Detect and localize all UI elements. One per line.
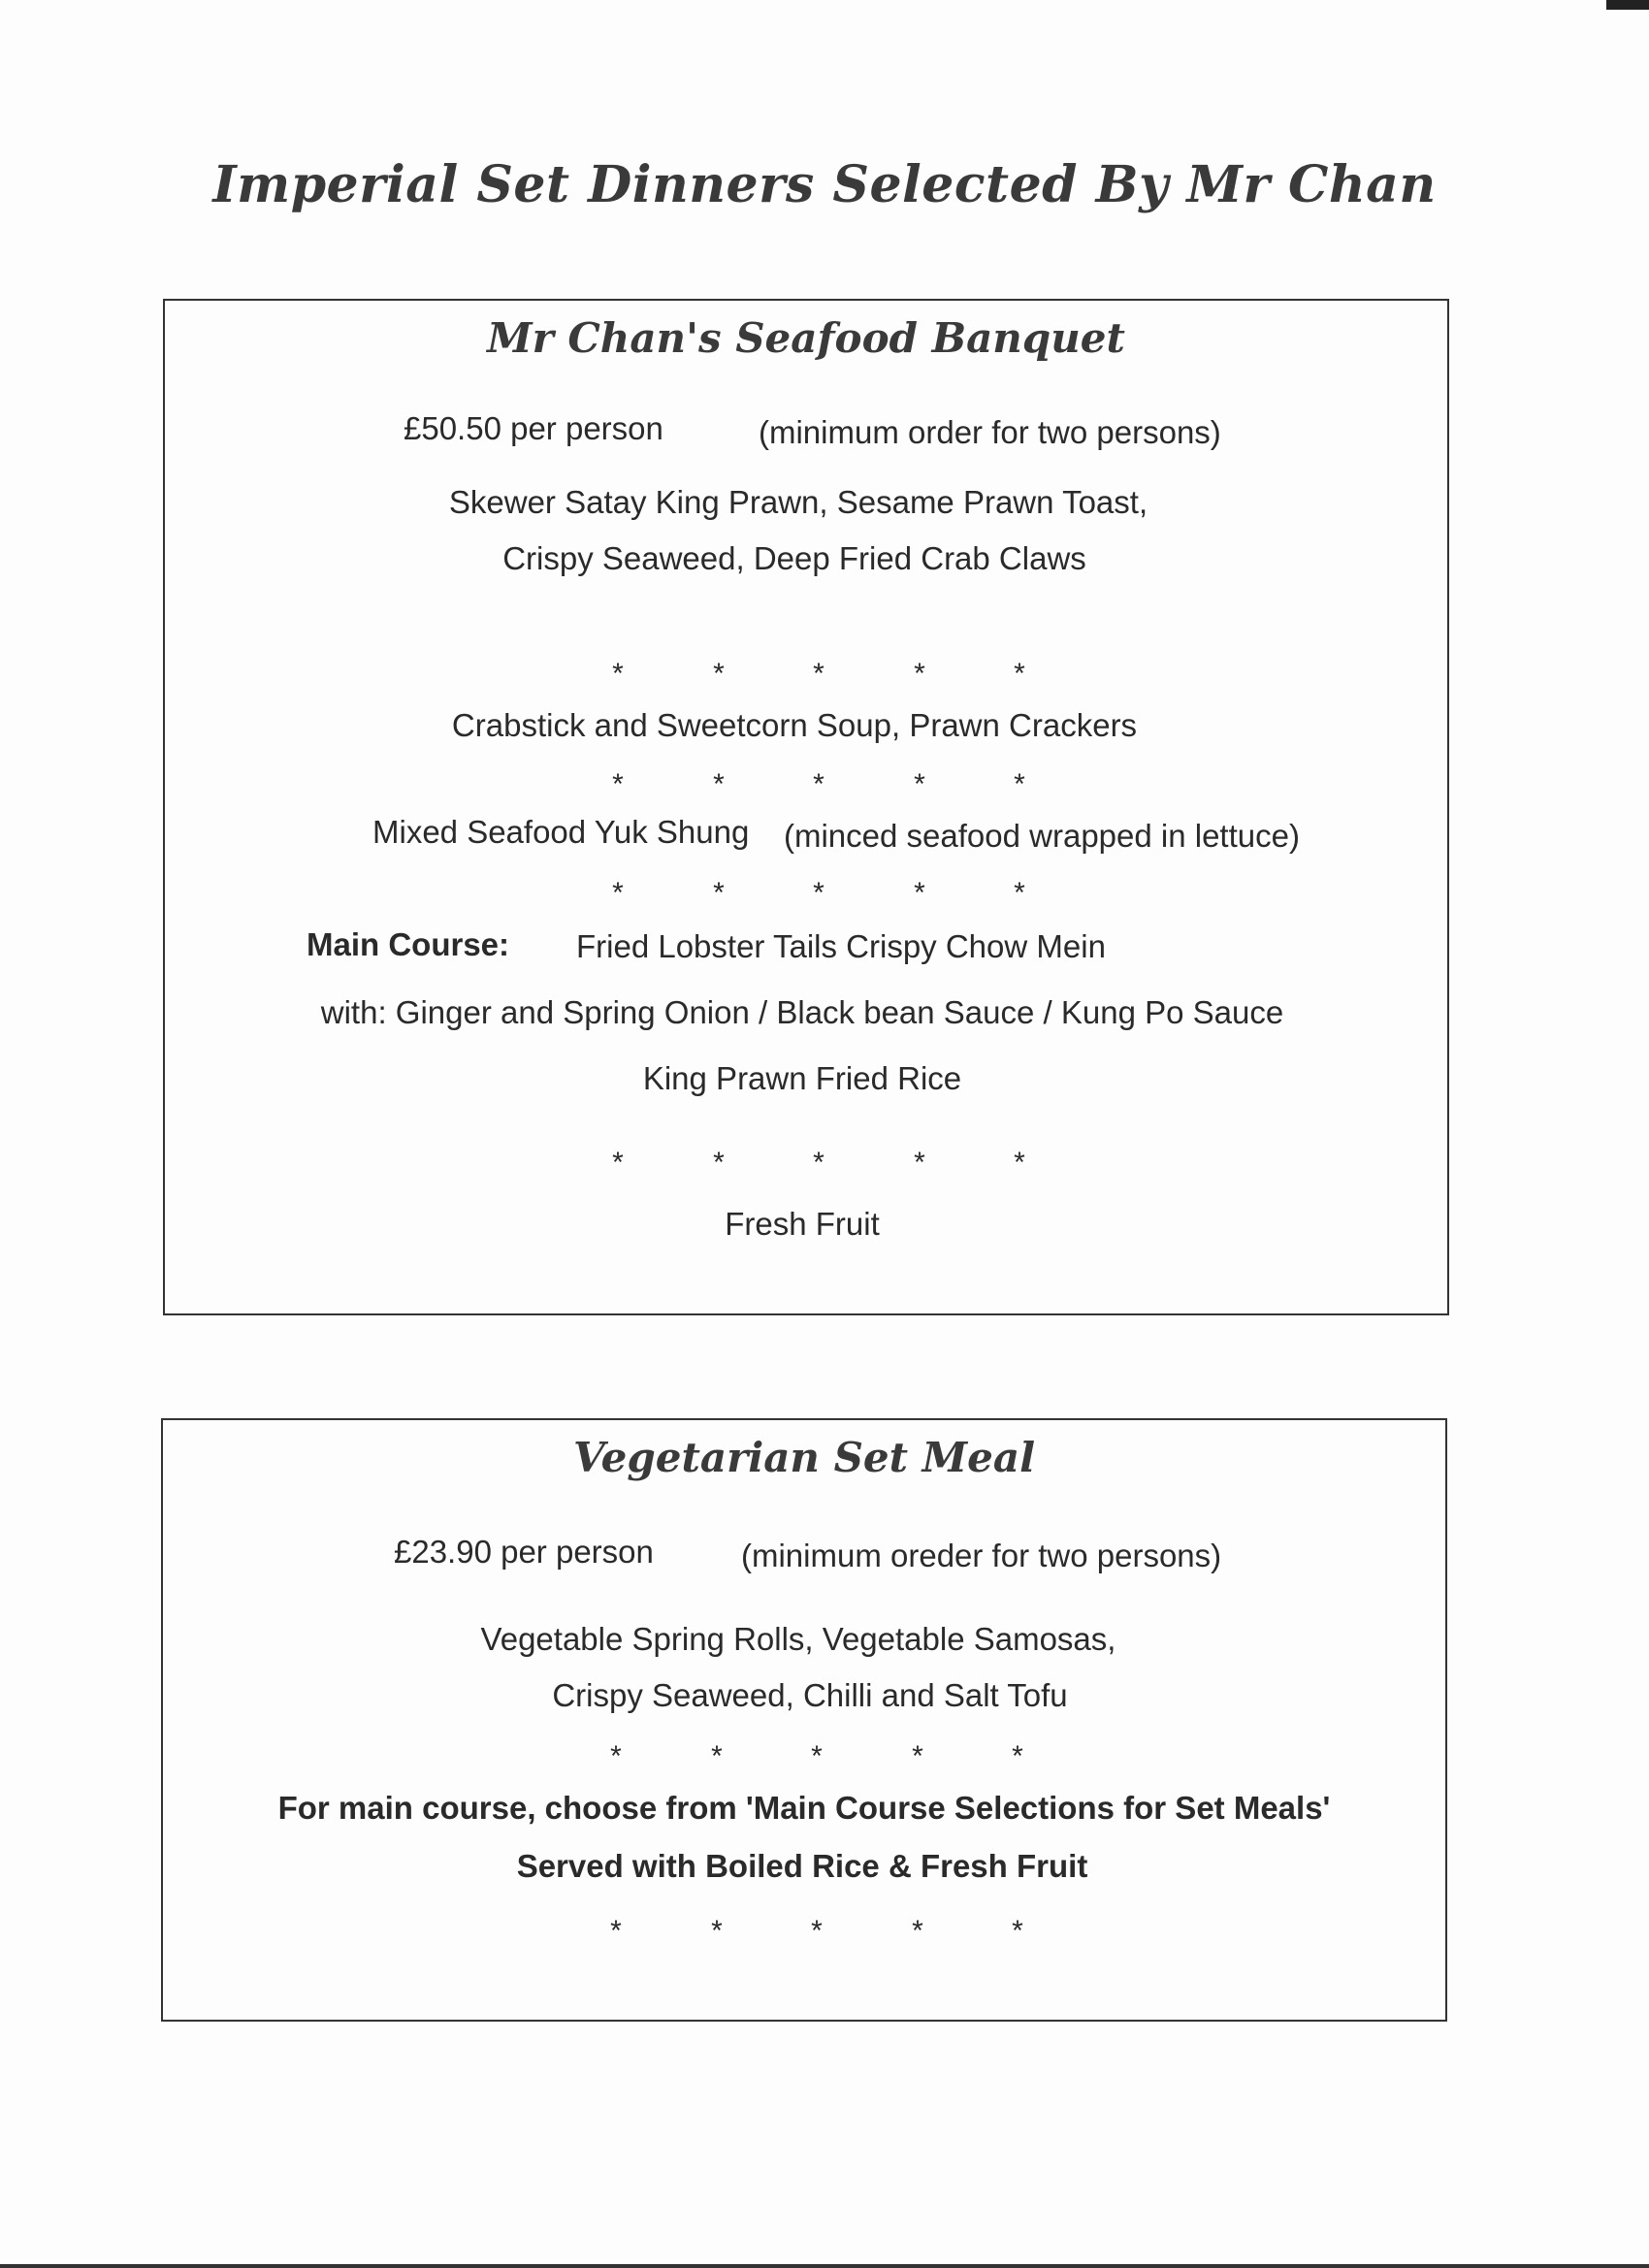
star: * xyxy=(1014,768,1025,800)
seafood-banquet-section xyxy=(163,299,1449,1315)
divider-stars xyxy=(165,1149,1447,1178)
star: * xyxy=(912,1915,923,1947)
seafood-yuk-shung-note: (minced seafood wrapped in lettuce) xyxy=(784,818,1300,854)
star: * xyxy=(612,1147,624,1179)
vegetarian-served-with: Served with Boiled Rice & Fresh Fruit xyxy=(516,1848,1088,1884)
divider-stars xyxy=(165,770,1447,799)
star: * xyxy=(811,1915,823,1947)
star: * xyxy=(612,768,624,800)
seafood-banquet-price: £50.50 per person xyxy=(404,410,663,446)
scan-bottom-edge xyxy=(0,2264,1649,2268)
divider-stars xyxy=(165,879,1447,908)
star: * xyxy=(811,1740,823,1772)
vegetarian-main-course-note: For main course, choose from 'Main Course Selections for Set Meals' xyxy=(277,1790,1331,1826)
star: * xyxy=(1012,1740,1023,1772)
star: * xyxy=(813,1147,824,1179)
star: * xyxy=(713,768,725,800)
vegetarian-starters-line-1: Vegetable Spring Rolls, Vegetable Samosas, xyxy=(480,1621,1116,1657)
star: * xyxy=(713,877,725,909)
star: * xyxy=(813,658,824,690)
star: * xyxy=(914,768,925,800)
page-title: Imperial Set Dinners Selected By Mr Chan xyxy=(212,155,1437,214)
star: * xyxy=(1012,1915,1023,1947)
star: * xyxy=(1014,1147,1025,1179)
seafood-sauces: with: Ginger and Spring Onion / Black bean Sauce / Kung Po Sauce xyxy=(320,994,1284,1030)
divider-stars xyxy=(163,1917,1445,1946)
scan-edge-mark xyxy=(1606,0,1649,10)
star: * xyxy=(612,658,624,690)
star: * xyxy=(912,1740,923,1772)
star: * xyxy=(612,877,624,909)
seafood-main-course: Fried Lobster Tails Crispy Chow Mein xyxy=(576,928,1106,964)
star: * xyxy=(813,877,824,909)
star: * xyxy=(610,1915,622,1947)
star: * xyxy=(711,1915,723,1947)
seafood-soup: Crabstick and Sweetcorn Soup, Prawn Crackers xyxy=(451,707,1138,743)
star: * xyxy=(1014,658,1025,690)
seafood-starters-line-1: Skewer Satay King Prawn, Sesame Prawn Toast, xyxy=(448,484,1148,520)
vegetarian-minimum: (minimum oreder for two persons) xyxy=(741,1538,1222,1573)
seafood-yuk-shung: Mixed Seafood Yuk Shung xyxy=(372,814,750,850)
vegetarian-section xyxy=(161,1418,1447,2022)
seafood-banquet-title: Mr Chan's Seafood Banquet xyxy=(487,314,1125,362)
star: * xyxy=(914,658,925,690)
star: * xyxy=(813,768,824,800)
star: * xyxy=(711,1740,723,1772)
seafood-starters-line-2: Crispy Seaweed, Deep Fried Crab Claws xyxy=(502,540,1086,576)
star: * xyxy=(713,658,725,690)
star: * xyxy=(610,1740,622,1772)
seafood-rice: King Prawn Fried Rice xyxy=(642,1060,962,1096)
vegetarian-title: Vegetarian Set Meal xyxy=(572,1434,1036,1481)
main-course-label: Main Course: xyxy=(307,926,510,962)
seafood-banquet-minimum: (minimum order for two persons) xyxy=(759,414,1221,450)
star: * xyxy=(914,877,925,909)
divider-stars xyxy=(163,1742,1445,1771)
divider-stars xyxy=(165,660,1447,689)
star: * xyxy=(1014,877,1025,909)
vegetarian-starters-line-2: Crispy Seaweed, Chilli and Salt Tofu xyxy=(552,1677,1068,1713)
star: * xyxy=(713,1147,725,1179)
seafood-dessert: Fresh Fruit xyxy=(725,1206,880,1242)
vegetarian-price: £23.90 per person xyxy=(394,1534,654,1570)
star: * xyxy=(914,1147,925,1179)
